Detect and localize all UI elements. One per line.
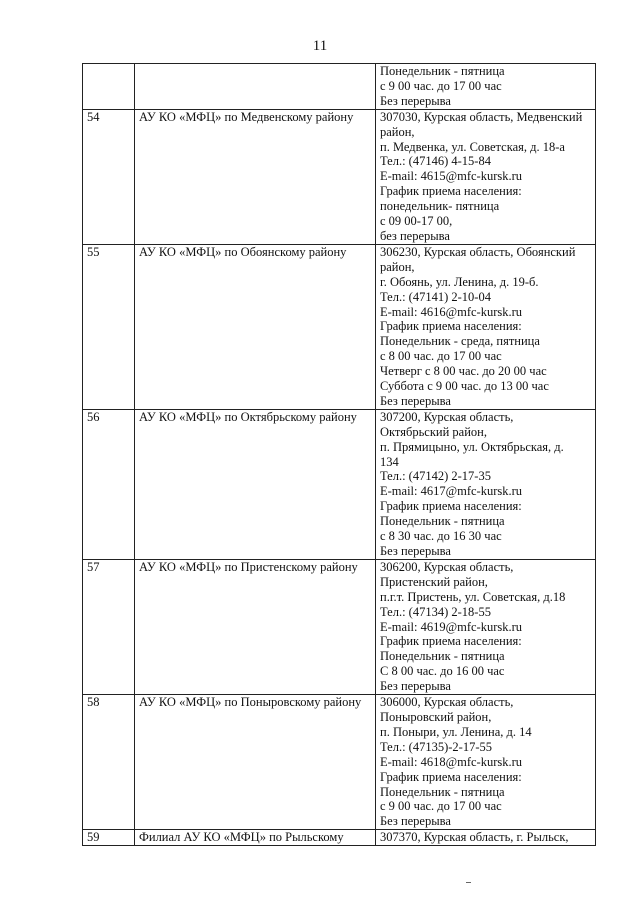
contact-line: с 8 30 час. до 16 30 час <box>380 529 502 544</box>
office-contact-cell <box>376 830 596 846</box>
contact-line: п.г.т. Пристень, ул. Советская, д.18 <box>380 589 566 604</box>
contact-line: E-mail: 4615@mfc-kursk.ru <box>380 169 523 184</box>
contact-line: Тел.: (47135)-2-17-55 <box>380 739 492 754</box>
contact-line: без перерыва <box>380 228 450 243</box>
contact-line: с 09 00-17 00, <box>380 214 453 229</box>
contact-line: Без перерыва <box>380 393 451 408</box>
contact-line: район, <box>380 259 415 274</box>
contact-line: 306000, Курская область, <box>380 695 514 710</box>
row-number-cell: 58 <box>83 695 135 830</box>
row-number-cell: 59 <box>83 830 135 846</box>
office-name-cell: Филиал АУ КО «МФЦ» по Рыльскому <box>135 830 376 846</box>
office-name-cell: АУ КО «МФЦ» по Обоянскому району <box>135 244 376 409</box>
office-contact-cell <box>376 409 596 559</box>
contact-line: График приема населения: <box>380 499 522 514</box>
contact-line: с 8 00 час. до 17 00 час <box>380 349 502 364</box>
contact-line: Без перерыва <box>380 679 451 694</box>
office-contact-cell <box>376 64 596 110</box>
contact-line: Поныровский район, <box>380 709 492 724</box>
row-number-cell: 57 <box>83 559 135 694</box>
office-name-cell: АУ КО «МФЦ» по Медвенскому району <box>135 109 376 244</box>
office-name-cell <box>135 64 376 110</box>
contact-line: с 9 00 час. до 17 00 час <box>380 78 502 93</box>
contact-line: Тел.: (47134) 2-18-55 <box>380 604 491 619</box>
contact-line: Тел.: (47141) 2-10-04 <box>380 289 491 304</box>
contact-line: Понедельник - пятница <box>380 514 505 529</box>
table-row <box>83 559 596 694</box>
table-row <box>83 695 596 830</box>
scan-speck <box>466 882 471 883</box>
contact-line: Октябрьский район, <box>380 424 487 439</box>
contact-line: 306230, Курская область, Обоянский <box>380 244 576 259</box>
contact-line: район, <box>380 124 415 139</box>
contact-line: понедельник- пятница <box>380 199 500 214</box>
contact-line: г. Обоянь, ул. Ленина, д. 19-б. <box>380 274 539 289</box>
contact-line: Без перерыва <box>380 93 451 108</box>
table-row <box>83 409 596 559</box>
contact-line: Понедельник - пятница <box>380 784 505 799</box>
office-contact-cell <box>376 244 596 409</box>
contact-line: E-mail: 4619@mfc-kursk.ru <box>380 619 523 634</box>
row-number-cell: 56 <box>83 409 135 559</box>
contact-line: 307030, Курская область, Медвенский <box>380 109 583 124</box>
contact-line: 306200, Курская область, <box>380 559 514 574</box>
contact-line: Тел.: (47146) 4-15-84 <box>380 154 491 169</box>
office-contact-cell <box>376 559 596 694</box>
office-name-cell: АУ КО «МФЦ» по Октябрьскому району <box>135 409 376 559</box>
contact-line: Тел.: (47142) 2-17-35 <box>380 469 491 484</box>
table-body <box>83 64 596 846</box>
row-number-cell: 55 <box>83 244 135 409</box>
office-contact-cell <box>376 109 596 244</box>
contact-line: 307200, Курская область, <box>380 409 514 424</box>
contact-line: п. Прямицыно, ул. Октябрьская, д. <box>380 439 564 454</box>
contact-line: с 9 00 час. до 17 00 час <box>380 799 502 814</box>
contact-line: Без перерыва <box>380 544 451 558</box>
office-name-cell: АУ КО «МФЦ» по Пристенскому району <box>135 559 376 694</box>
contact-line: Суббота с 9 00 час. до 13 00 час <box>380 379 549 394</box>
contact-line: 134 <box>380 454 399 469</box>
contact-line: График приема населения: <box>380 184 522 199</box>
contact-line: Без перерыва <box>380 814 451 829</box>
contact-line: E-mail: 4617@mfc-kursk.ru <box>380 484 523 499</box>
contact-line: 307370, Курская область, г. Рыльск, <box>380 830 569 845</box>
contact-line: График приема населения: <box>380 319 522 334</box>
mfc-offices-table <box>82 63 596 846</box>
contact-line: С 8 00 час. до 16 00 час <box>380 664 505 679</box>
page-number: 11 <box>312 38 328 54</box>
contact-line: E-mail: 4616@mfc-kursk.ru <box>380 304 523 319</box>
table-row <box>83 244 596 409</box>
contact-line: п. Медвенка, ул. Советская, д. 18-а <box>380 139 565 154</box>
contact-line: Понедельник - пятница <box>380 649 505 664</box>
office-contact-cell <box>376 695 596 830</box>
table-row <box>83 830 596 846</box>
contact-line: п. Поныри, ул. Ленина, д. 14 <box>380 724 532 739</box>
table-row <box>83 64 596 110</box>
contact-line: Четверг с 8 00 час. до 20 00 час <box>380 364 547 379</box>
contact-line: Понедельник - пятница <box>380 64 505 78</box>
office-name-cell: АУ КО «МФЦ» по Поныровскому району <box>135 695 376 830</box>
table-row <box>83 109 596 244</box>
contact-line: Пристенский район, <box>380 574 488 589</box>
contact-line: E-mail: 4618@mfc-kursk.ru <box>380 754 523 769</box>
contact-line: График приема населения: <box>380 769 522 784</box>
contact-line: График приема населения: <box>380 634 522 649</box>
row-number-cell <box>83 64 135 110</box>
row-number-cell: 54 <box>83 109 135 244</box>
contact-line: Понедельник - среда, пятница <box>380 334 540 349</box>
